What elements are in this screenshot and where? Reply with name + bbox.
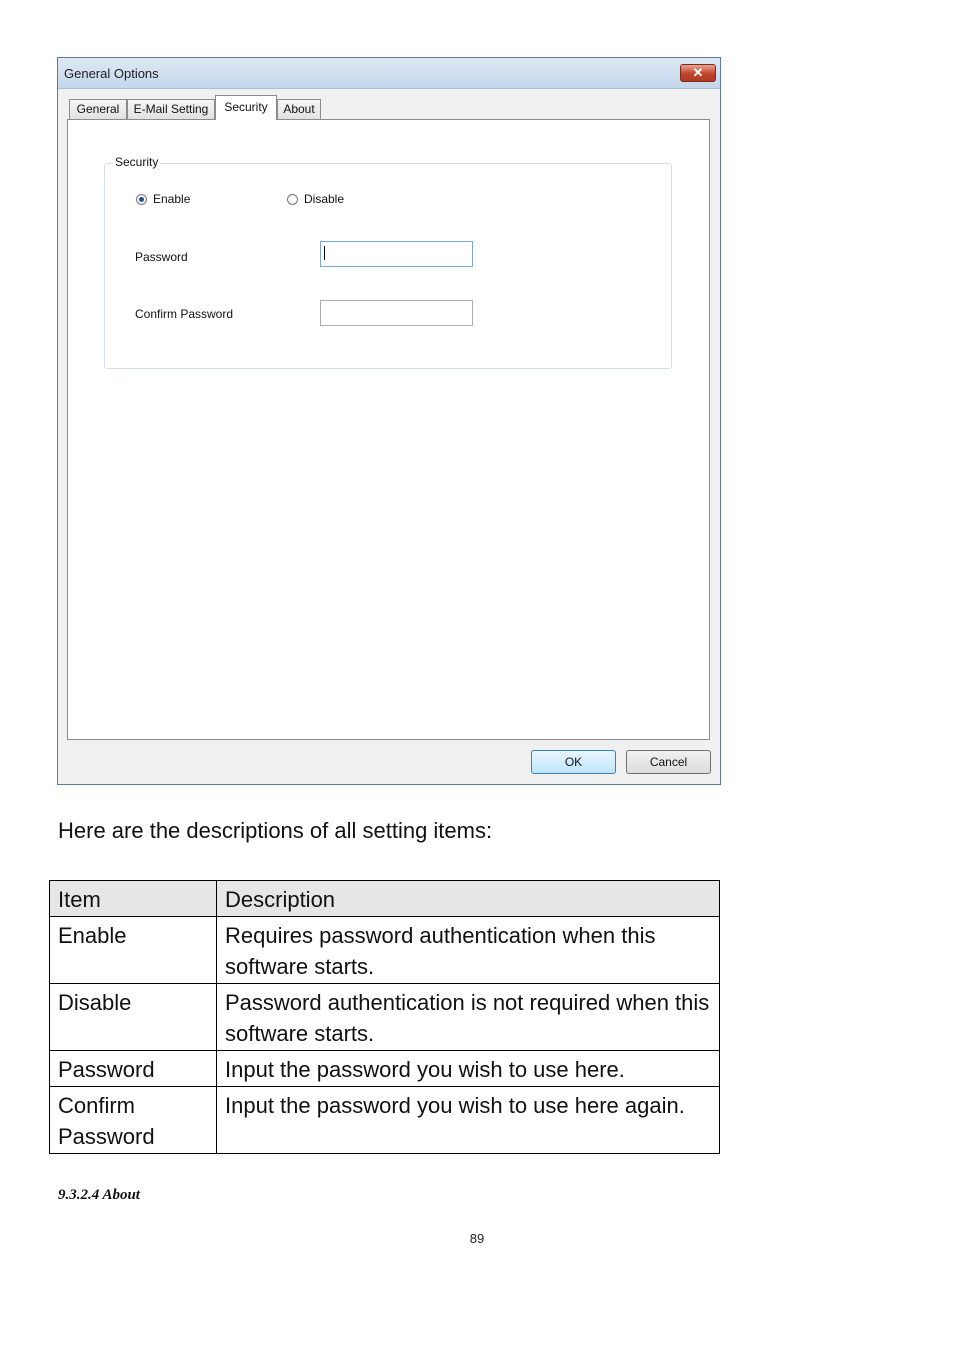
enable-radio-icon[interactable] — [136, 194, 147, 205]
table-row — [50, 1051, 720, 1087]
page-number: 89 — [469, 1231, 485, 1246]
cell-description: Input the password you wish to use here again. — [217, 1087, 720, 1154]
group-legend: Security — [115, 155, 159, 169]
header-description: Description — [217, 881, 720, 917]
cancel-button[interactable]: Cancel — [626, 750, 711, 774]
title-bar[interactable] — [58, 58, 720, 89]
cell-item: Disable — [50, 984, 217, 1051]
window-title: General Options — [64, 66, 159, 81]
cell-item: Confirm Password — [50, 1087, 217, 1154]
security-tab-panel — [67, 119, 710, 740]
close-button[interactable] — [680, 64, 716, 82]
intro-paragraph: Here are the descriptions of all setting items: — [58, 818, 493, 843]
table-header-row — [50, 881, 720, 917]
text-caret — [324, 246, 325, 260]
confirm-password-input[interactable] — [320, 300, 473, 326]
header-item: Item — [50, 881, 217, 917]
enable-label[interactable]: Enable — [153, 192, 191, 206]
cell-item: Password — [50, 1051, 217, 1087]
tab-general[interactable]: General — [69, 99, 127, 119]
general-options-dialog — [57, 57, 721, 785]
table-row — [50, 1087, 720, 1154]
ok-button[interactable]: OK — [531, 750, 616, 774]
table-row — [50, 984, 720, 1051]
password-label: Password — [135, 250, 188, 264]
cell-description: Input the password you wish to use here. — [217, 1051, 720, 1087]
disable-radio-icon[interactable] — [287, 194, 298, 205]
tab-email-setting[interactable]: E-Mail Setting — [127, 99, 215, 119]
confirm-password-label: Confirm Password — [135, 307, 234, 321]
cell-item: Enable — [50, 917, 217, 984]
cell-description: Password authentication is not required when this software starts. — [217, 984, 720, 1051]
security-groupbox — [104, 155, 672, 369]
tab-about[interactable]: About — [277, 99, 321, 119]
close-icon: ✕ — [692, 65, 704, 80]
tab-security[interactable]: Security — [215, 95, 277, 120]
table-row — [50, 917, 720, 984]
section-heading: 9.3.2.4 About — [58, 1187, 140, 1203]
cell-description: Requires password authentication when this software starts. — [217, 917, 720, 984]
disable-label[interactable]: Disable — [304, 192, 345, 206]
password-input[interactable] — [320, 241, 473, 267]
settings-description-table — [49, 880, 720, 1154]
